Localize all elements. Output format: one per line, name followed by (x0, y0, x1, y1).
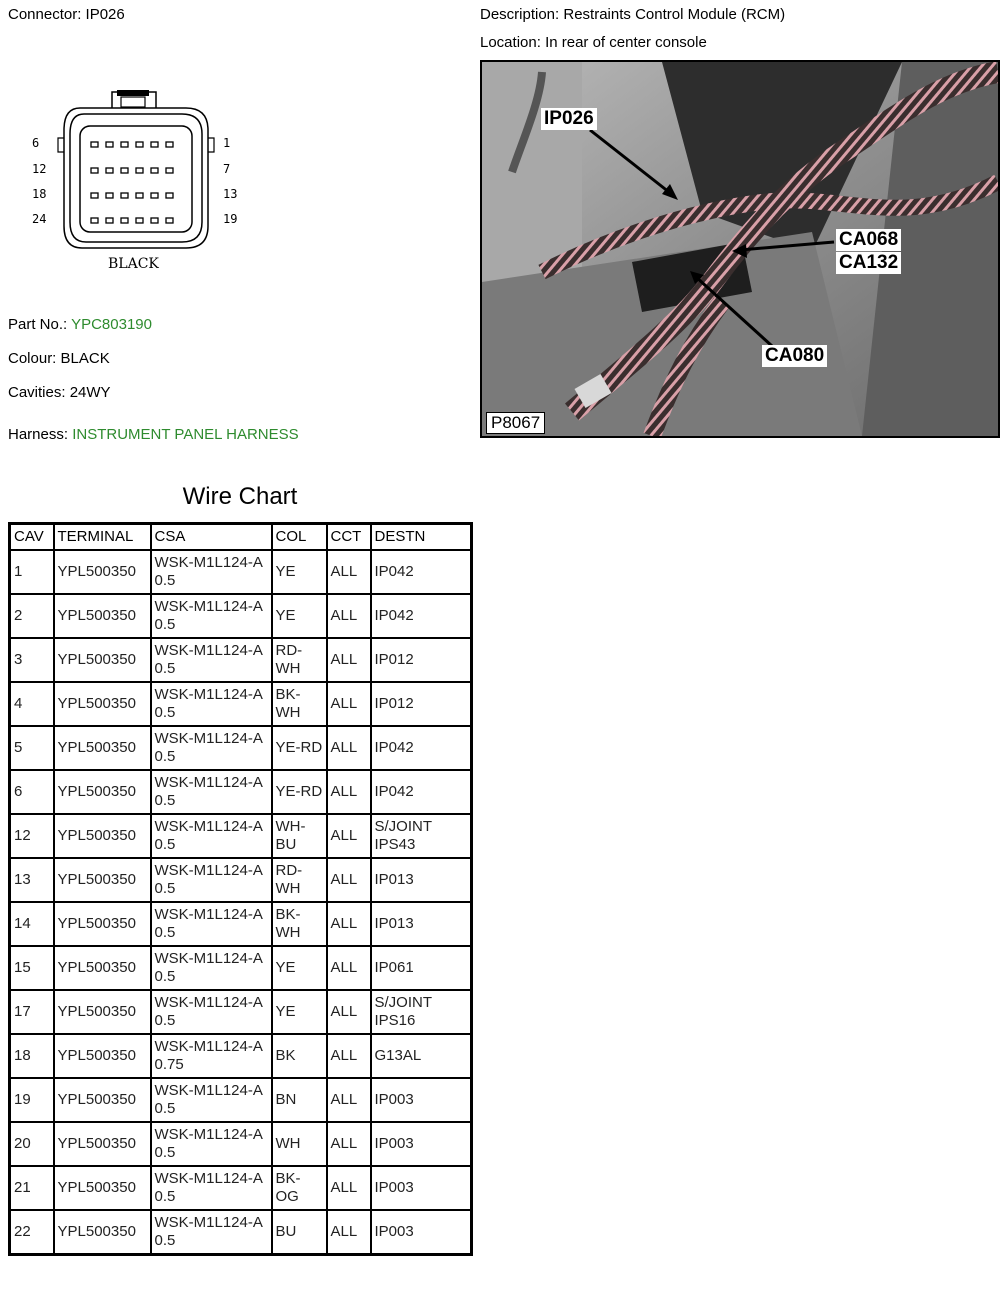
table-row (10, 1122, 472, 1166)
description-label: Description: (480, 6, 560, 23)
terminal-cell: YPL500350 (54, 946, 151, 990)
cct-cell: ALL (327, 814, 371, 858)
cav-cell: 21 (10, 1166, 54, 1210)
destn-cell: IP003 (371, 1210, 472, 1255)
csa-cell: WSK-M1L124-A 0.75 (151, 1034, 272, 1078)
csa-cell: WSK-M1L124-A 0.5 (151, 1166, 272, 1210)
csa-cell: WSK-M1L124-A 0.5 (151, 550, 272, 594)
csa-cell: WSK-M1L124-A 0.5 (151, 1122, 272, 1166)
destn-cell: IP003 (371, 1122, 472, 1166)
col-cell: YE (272, 946, 327, 990)
cav-cell: 3 (10, 638, 54, 682)
table-row (10, 638, 472, 682)
destn-cell: IP003 (371, 1166, 472, 1210)
destn-cell: IP012 (371, 638, 472, 682)
cav-cell: 22 (10, 1210, 54, 1255)
csa-cell: WSK-M1L124-A 0.5 (151, 1210, 272, 1255)
table-row (10, 902, 472, 946)
connector-diagram (20, 88, 260, 283)
wire-chart-table (8, 522, 473, 1256)
csa-cell: WSK-M1L124-A 0.5 (151, 638, 272, 682)
photo-plate-number: P8067 (486, 412, 545, 434)
table-row (10, 726, 472, 770)
connector-value: IP026 (85, 6, 125, 23)
csa-cell: WSK-M1L124-A 0.5 (151, 902, 272, 946)
pin-label-left: 12 (32, 162, 47, 176)
location-label: Location: (480, 34, 541, 51)
cav-cell: 4 (10, 682, 54, 726)
col-cell: YE (272, 990, 327, 1034)
pin-label-right: 13 (223, 187, 238, 201)
cct-cell: ALL (327, 1210, 371, 1255)
terminal-cell: YPL500350 (54, 814, 151, 858)
cct-cell: ALL (327, 550, 371, 594)
col-cell: YE (272, 550, 327, 594)
harness-line (8, 426, 299, 444)
cav-cell: 5 (10, 726, 54, 770)
cav-cell: 1 (10, 550, 54, 594)
terminal-cell: YPL500350 (54, 1122, 151, 1166)
cct-cell: ALL (327, 858, 371, 902)
destn-cell: IP013 (371, 858, 472, 902)
connector-label: Connector: (8, 6, 82, 23)
terminal-cell: YPL500350 (54, 638, 151, 682)
destn-cell: IP013 (371, 902, 472, 946)
description-value: Restraints Control Module (RCM) (563, 6, 786, 23)
colour-line (8, 350, 110, 368)
terminal-cell: YPL500350 (54, 858, 151, 902)
table-row (10, 1166, 472, 1210)
colour-value: BLACK (60, 350, 110, 367)
cct-cell: ALL (327, 594, 371, 638)
table-row (10, 990, 472, 1034)
cav-cell: 20 (10, 1122, 54, 1166)
table-row (10, 946, 472, 990)
cct-cell: ALL (327, 726, 371, 770)
connector-face-drawing (20, 88, 260, 283)
table-row (10, 858, 472, 902)
col-cell: BN (272, 1078, 327, 1122)
terminal-cell: YPL500350 (54, 1166, 151, 1210)
column-header: COL (272, 524, 327, 551)
cavities-line (8, 384, 111, 402)
terminal-cell: YPL500350 (54, 594, 151, 638)
column-header: CAV (10, 524, 54, 551)
destn-cell: IP061 (371, 946, 472, 990)
terminal-cell: YPL500350 (54, 1210, 151, 1255)
cav-cell: 13 (10, 858, 54, 902)
wire-chart-body (10, 550, 472, 1255)
destn-cell: S/JOINT IPS43 (371, 814, 472, 858)
cct-cell: ALL (327, 1166, 371, 1210)
destn-cell: S/JOINT IPS16 (371, 990, 472, 1034)
cavities-value: 24WY (69, 384, 111, 401)
callout-ca068: CA068 (836, 229, 901, 251)
csa-cell: WSK-M1L124-A 0.5 (151, 990, 272, 1034)
wire-chart-title: Wire Chart (182, 483, 298, 510)
cct-cell: ALL (327, 770, 371, 814)
destn-cell: IP042 (371, 726, 472, 770)
destn-cell: IP042 (371, 770, 472, 814)
csa-cell: WSK-M1L124-A 0.5 (151, 682, 272, 726)
cavities-label: Cavities: (8, 384, 66, 401)
cav-cell: 19 (10, 1078, 54, 1122)
terminal-cell: YPL500350 (54, 726, 151, 770)
cav-cell: 2 (10, 594, 54, 638)
table-row (10, 814, 472, 858)
col-cell: YE-RD (272, 726, 327, 770)
terminal-cell: YPL500350 (54, 990, 151, 1034)
col-cell: BK-WH (272, 682, 327, 726)
cct-cell: ALL (327, 682, 371, 726)
pin-label-left: 18 (32, 187, 47, 201)
terminal-cell: YPL500350 (54, 682, 151, 726)
col-cell: BU (272, 1210, 327, 1255)
table-row (10, 1078, 472, 1122)
part-no-line (8, 316, 152, 334)
table-row (10, 770, 472, 814)
connector-color-label: BLACK (108, 256, 159, 272)
col-cell: YE-RD (272, 770, 327, 814)
terminal-cell: YPL500350 (54, 1078, 151, 1122)
location-line (480, 34, 707, 52)
pin-label-left: 24 (32, 212, 47, 226)
column-header: CSA (151, 524, 272, 551)
table-row (10, 1210, 472, 1255)
pin-label-right: 7 (223, 162, 231, 176)
column-header: TERMINAL (54, 524, 151, 551)
colour-label: Colour: (8, 350, 57, 367)
terminal-cell: YPL500350 (54, 1034, 151, 1078)
cct-cell: ALL (327, 1034, 371, 1078)
location-photo (480, 60, 1000, 438)
column-header: DESTN (371, 524, 472, 551)
pin-label-right: 19 (223, 212, 238, 226)
location-value: In rear of center console (545, 34, 707, 51)
col-cell: BK-OG (272, 1166, 327, 1210)
col-cell: RD-WH (272, 858, 327, 902)
table-row (10, 1034, 472, 1078)
pin-label-right: 1 (223, 136, 231, 150)
csa-cell: WSK-M1L124-A 0.5 (151, 594, 272, 638)
destn-cell: IP003 (371, 1078, 472, 1122)
description-line (480, 6, 785, 24)
part-no-value: YPC803190 (71, 316, 152, 333)
harness-label: Harness: (8, 426, 69, 443)
csa-cell: WSK-M1L124-A 0.5 (151, 726, 272, 770)
cct-cell: ALL (327, 946, 371, 990)
table-header-row (10, 524, 472, 551)
cct-cell: ALL (327, 1122, 371, 1166)
csa-cell: WSK-M1L124-A 0.5 (151, 814, 272, 858)
cct-cell: ALL (327, 1078, 371, 1122)
destn-cell: IP012 (371, 682, 472, 726)
col-cell: WH-BU (272, 814, 327, 858)
harness-value: INSTRUMENT PANEL HARNESS (72, 426, 299, 443)
cav-cell: 14 (10, 902, 54, 946)
col-cell: BK (272, 1034, 327, 1078)
callout-ca080: CA080 (762, 345, 827, 367)
csa-cell: WSK-M1L124-A 0.5 (151, 1078, 272, 1122)
cav-cell: 18 (10, 1034, 54, 1078)
table-row (10, 550, 472, 594)
terminal-cell: YPL500350 (54, 770, 151, 814)
destn-cell: G13AL (371, 1034, 472, 1078)
terminal-cell: YPL500350 (54, 902, 151, 946)
cav-cell: 6 (10, 770, 54, 814)
column-header: CCT (327, 524, 371, 551)
table-row (10, 594, 472, 638)
cct-cell: ALL (327, 990, 371, 1034)
terminal-cell: YPL500350 (54, 550, 151, 594)
csa-cell: WSK-M1L124-A 0.5 (151, 858, 272, 902)
callout-ca132: CA132 (836, 252, 901, 274)
csa-cell: WSK-M1L124-A 0.5 (151, 946, 272, 990)
cav-cell: 17 (10, 990, 54, 1034)
table-row (10, 682, 472, 726)
pin-label-left: 6 (32, 136, 40, 150)
cct-cell: ALL (327, 638, 371, 682)
cav-cell: 15 (10, 946, 54, 990)
destn-cell: IP042 (371, 550, 472, 594)
destn-cell: IP042 (371, 594, 472, 638)
cav-cell: 12 (10, 814, 54, 858)
csa-cell: WSK-M1L124-A 0.5 (151, 770, 272, 814)
part-no-label: Part No.: (8, 316, 68, 333)
cct-cell: ALL (327, 902, 371, 946)
callout-ip026: IP026 (541, 108, 597, 130)
col-cell: RD-WH (272, 638, 327, 682)
col-cell: BK-WH (272, 902, 327, 946)
connector-line (8, 6, 125, 24)
col-cell: YE (272, 594, 327, 638)
col-cell: WH (272, 1122, 327, 1166)
